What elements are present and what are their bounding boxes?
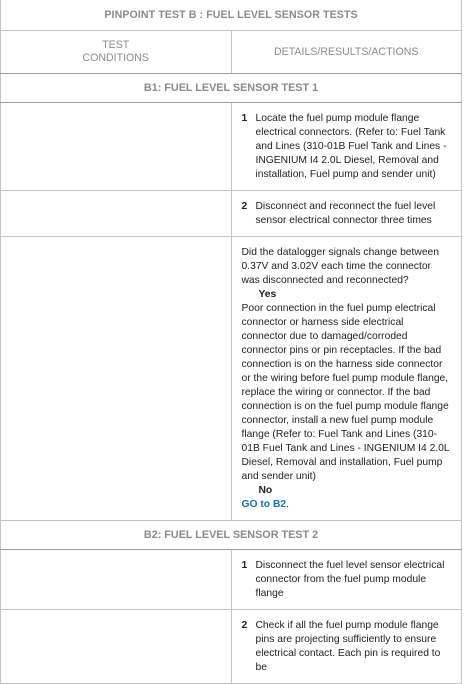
action-cell [231,191,462,237]
action-cell [231,103,462,191]
step-number: 1 [241,560,248,571]
conditions-cell [1,550,232,610]
question-text: Did the datalogger signals change between 0.37V and 3.02V each time the connector was disconnected and reconnected? [241,247,439,286]
table-title: PINPOINT TEST B : FUEL LEVEL SENSOR TESTS [1,0,462,31]
no-label: No [258,485,273,496]
step-text: Disconnect the fuel level sensor electrical connector from the fuel pump module flange [255,560,445,599]
yes-result-text: Poor connection in the fuel pump electrical connector or harness side electrical connector due to damaged/corroded connector pins or pin receptacles. If the bad connection is on the harness side connector or the wiring before fuel pump module flange, replace the wiring or connector. If the bad connection is on the fuel pump module flange connector, install a new fuel pump module flange (Refer to: Fuel Tank and Lines (310-01B Fuel Tank and Lines - INGENIUM I4 2.0L Diesel, Removal and installation, Fuel pump and sender unit) [241,303,450,482]
go-to-b2-link[interactable]: GO to B2 [241,499,287,510]
header-details-actions: DETAILS/RESULTS/ACTIONS [231,31,462,74]
header-conditions-line1: TEST [102,39,130,51]
step-item [242,200,452,228]
step-item [242,559,452,601]
result-cell: Did the datalogger signals change between 0.37V and 3.02V each time the connector was disconnected and reconnected? Yes Poor connection in the fuel pump electrical connector or harness side electrical connector due to damaged/corroded connector pins or pin receptacles. If the bad connection is on the harness side connector or the wiring before fuel pump module flange, replace the wiring or connector. If the bad connection is on the fuel pump module flange connector, install a new fuel pump module flange (Refer to: Fuel Tank and Lines (310-01B Fuel Tank and Lines - INGENIUM I4 2.0L Diesel, Removal and installation, Fuel pump and sender unit) No GO to B2. [231,237,462,521]
conditions-cell [1,191,232,237]
table-row [1,550,462,610]
table-title-row [1,0,462,31]
step-number: 2 [241,620,248,631]
section-row-b1 [1,74,462,103]
section-title-b1: B1: FUEL LEVEL SENSOR TEST 1 [1,74,462,103]
conditions-cell [1,103,232,191]
step-text: Disconnect and reconnect the fuel level sensor electrical connector three times [255,201,436,226]
step-item [242,112,452,182]
yes-label: Yes [258,289,277,300]
action-cell [231,550,462,610]
step-item [242,619,452,675]
table-row [1,237,462,521]
step-number: 2 [241,201,248,212]
section-row-b2 [1,521,462,550]
step-text: Check if all the fuel pump module flange pins are projecting sufficiently to ensure electrical contact. Each pin is required to be [255,620,441,673]
conditions-cell [1,237,232,521]
section-title-b2: B2: FUEL LEVEL SENSOR TEST 2 [1,521,462,550]
step-text: Locate the fuel pump module flange electrical connectors. (Refer to: Fuel Tank and Lines (310-01B Fuel Tank and Lines - INGENIUM I4 2.0L Diesel, Removal and installation, Fuel pump and sender unit) [255,113,447,180]
step-number: 1 [241,113,248,124]
table-row [1,610,462,684]
header-test-conditions [1,31,232,74]
action-cell [231,610,462,684]
table-row [1,191,462,237]
table-row [1,103,462,191]
header-conditions-line2: CONDITIONS [82,52,149,64]
column-header-row [1,31,462,74]
conditions-cell [1,610,232,684]
